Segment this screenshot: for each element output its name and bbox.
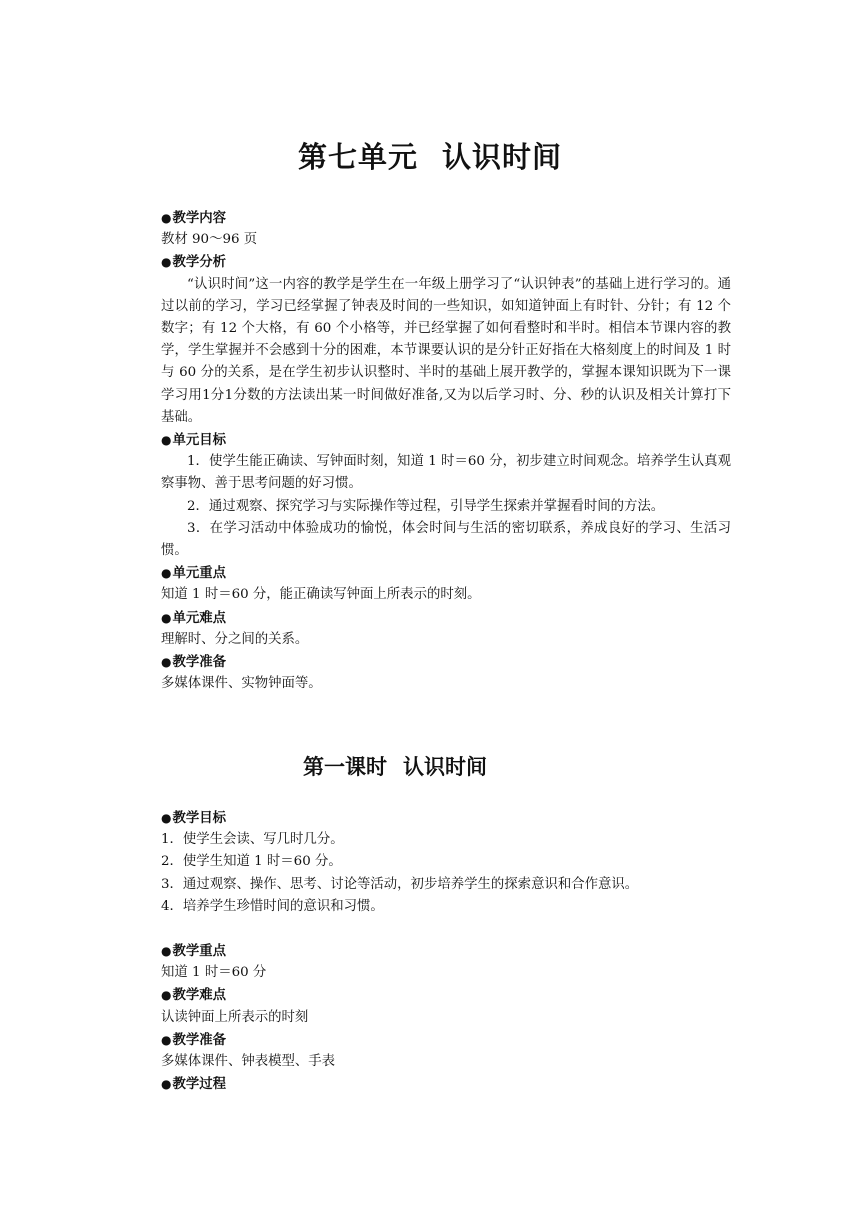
unit-difficulty-text: 理解时、分之间的关系。 xyxy=(161,631,309,647)
lesson-process-heading: ●教学过程 xyxy=(161,1077,227,1093)
bullet-icon: ● xyxy=(161,654,172,669)
content-heading: ●教学内容 xyxy=(161,211,227,226)
unit-goal-item: 3．在学习活动中体验成功的愉悦，体会时间与生活的密切联系，养成良好的学习、生活习惯。 xyxy=(161,520,731,558)
lesson-key-text: 知道 1 时＝60 分 xyxy=(161,965,267,981)
bullet-icon: ● xyxy=(161,211,172,225)
unit-goals-heading: ●单元目标 xyxy=(161,432,227,448)
analysis-heading: ●教学分析 xyxy=(161,255,227,271)
bullet-icon: ● xyxy=(161,255,172,270)
unit-key-heading: ●单元重点 xyxy=(161,566,227,582)
unit-section xyxy=(161,207,731,695)
bullet-icon: ● xyxy=(161,566,172,581)
unit-goal-item: 1．使学生能正确读、写钟面时刻，知道 1 时＝60 分，初步建立时间观念。培养学生认真观察事物、善于思考问题的好习惯。 xyxy=(161,454,731,492)
unit-title-part1: 第七单元 xyxy=(297,140,418,174)
lesson-goal-item: 3．通过观察、操作、思考、讨论等活动，初步培养学生的探索意识和合作意识。 xyxy=(161,876,639,892)
lesson-section xyxy=(161,807,731,1095)
lesson-goal-item: 4．培养学生珍惜时间的意识和习惯。 xyxy=(161,898,384,914)
bullet-icon: ● xyxy=(161,811,172,825)
lesson-title xyxy=(0,752,790,782)
bullet-icon: ● xyxy=(161,432,172,447)
unit-prep-heading: ●教学准备 xyxy=(161,654,227,670)
analysis-text: “认识时间”这一内容的教学是学生在一年级上册学习了“认识钟表”的基础上进行学习的。通过以前的学习，学习已经掌握了钟表及时间的一些知识，如知道钟面上有时针、分针；有 12 个数字；有 12 个大格，有 60 个小格等，并已经掌握了如何看整时和半时。相信本节课内容的教学，学生掌握并不会感到十分的困难，本节课要认识的是分针正好指在大格刻度上的时间及 1 时与 60 分的关系，是在学生初步认识整时、半时的基础上展开教学的，掌握本课知识既为下一课学习用1分1分数的方法读出某一时间做好准备,又为以后学习时、分、秒的认识及相关计算打下基础。 xyxy=(161,276,731,425)
lesson-goals-heading: ●教学目标 xyxy=(161,811,227,826)
bullet-icon: ● xyxy=(161,988,172,1003)
bullet-icon: ● xyxy=(161,1077,172,1092)
lesson-prep-heading: ●教学准备 xyxy=(161,1032,227,1048)
lesson-goal-item: 1．使学生会读、写几时几分。 xyxy=(161,832,344,848)
lesson-difficulty-text: 认读钟面上所表示的时刻 xyxy=(161,1009,309,1025)
unit-difficulty-heading: ●单元难点 xyxy=(161,610,227,626)
bullet-icon: ● xyxy=(161,943,172,958)
lesson-title-part1: 第一课时 xyxy=(303,755,387,779)
unit-key-text: 知道 1 时＝60 分，能正确读写钟面上所表示的时刻。 xyxy=(161,587,481,603)
lesson-title-part2: 认识时间 xyxy=(403,755,487,779)
content-text: 教材 90～96 页 xyxy=(161,232,258,248)
unit-prep-text: 多媒体课件、实物钟面等。 xyxy=(161,676,322,692)
lesson-prep-text: 多媒体课件、钟表模型、手表 xyxy=(161,1053,336,1069)
unit-title-part2: 认识时间 xyxy=(442,140,563,174)
bullet-icon: ● xyxy=(161,610,172,625)
lesson-difficulty-heading: ●教学难点 xyxy=(161,988,227,1004)
unit-title xyxy=(0,137,860,177)
lesson-goal-item: 2．使学生知道 1 时＝60 分。 xyxy=(161,854,342,870)
lesson-key-heading: ●教学重点 xyxy=(161,943,227,959)
bullet-icon: ● xyxy=(161,1032,172,1047)
unit-goal-item: 2．通过观察、探究学习与实际操作等过程，引导学生探索并掌握看时间的方法。 xyxy=(187,498,665,514)
